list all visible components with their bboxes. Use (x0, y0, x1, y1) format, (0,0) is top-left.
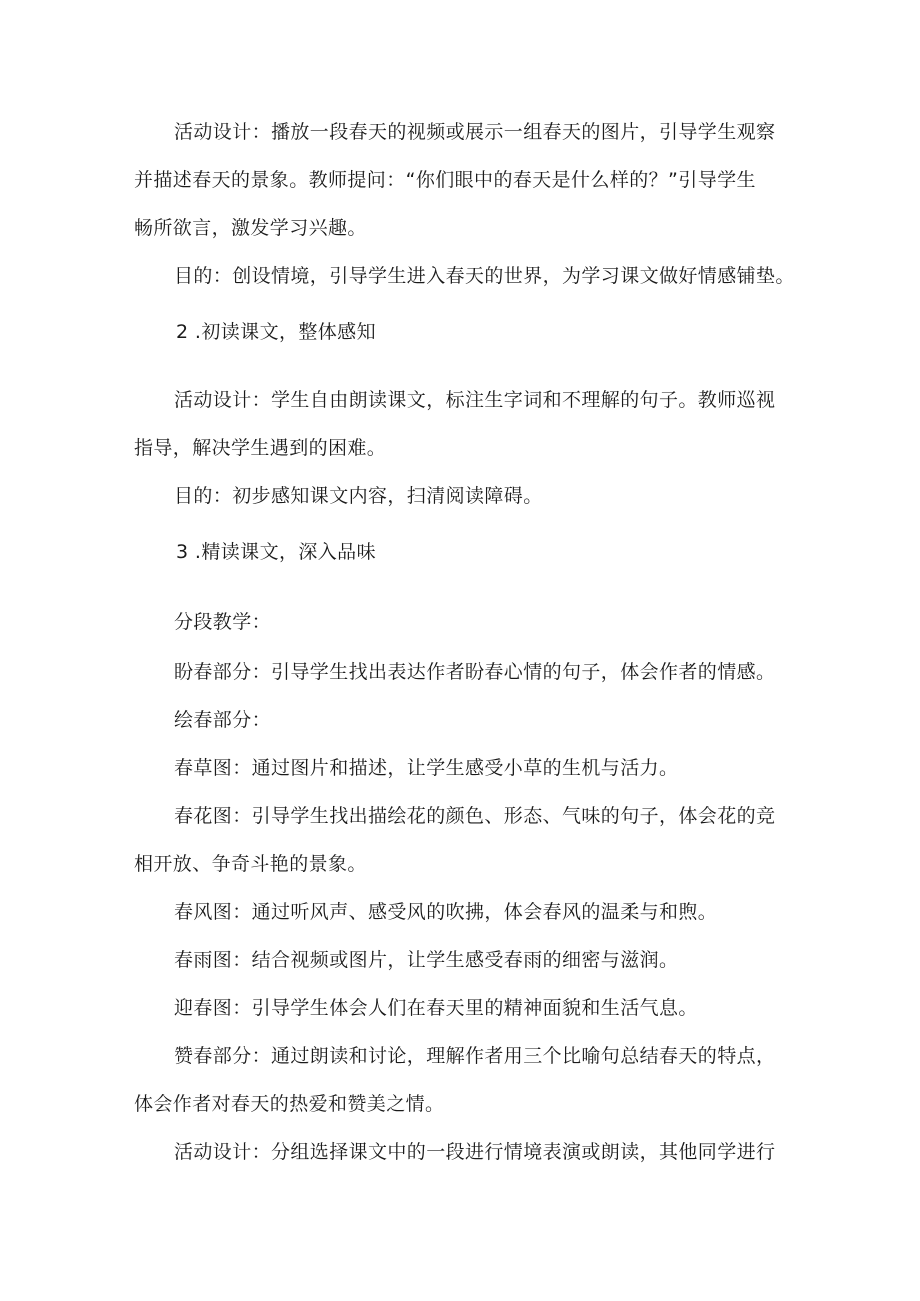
paragraph-activity-design-1-line-2: 并描述春天的景象。教师提问：“你们眼中的春天是什么样的？”引导学生 (134, 169, 756, 191)
paragraph-chun-feng-tu: 春风图：通过听风声、感受风的吹拂，体会春风的温柔与和煦。 (174, 901, 718, 923)
paragraph-pan-chun: 盼春部分：引导学生找出表达作者盼春心情的句子，体会作者的情感。 (174, 661, 776, 683)
paragraph-ying-chun-tu: 迎春图：引导学生体会人们在春天里的精神面貌和生活气息。 (174, 997, 698, 1019)
paragraph-zan-chun-line-1: 赞春部分：通过朗读和讨论，理解作者用三个比喻句总结春天的特点， (174, 1045, 776, 1067)
paragraph-activity-design-2-line-2: 指导，解决学生遇到的困难。 (134, 437, 387, 459)
paragraph-purpose-1: 目的：创设情境，引导学生进入春天的世界，为学习课文做好情感铺垫。 (174, 265, 795, 287)
paragraph-chun-hua-tu-line-2: 相开放、争奇斗艳的景象。 (134, 853, 367, 875)
paragraph-zan-chun-line-2: 体会作者对春天的热爱和赞美之情。 (134, 1093, 445, 1115)
paragraph-chun-hua-tu-line-1: 春花图：引导学生找出描绘花的颜色、形态、气味的句子，体会花的竞 (174, 805, 776, 827)
section-heading-3: 3 .精读课文，深入品味 (176, 541, 376, 563)
paragraph-chun-yu-tu: 春雨图：结合视频或图片，让学生感受春雨的细密与滋润。 (174, 949, 679, 971)
paragraph-segmented-teaching: 分段教学： (174, 611, 272, 633)
paragraph-activity-design-1-line-3: 畅所欲言，激发学习兴趣。 (134, 217, 367, 239)
paragraph-activity-design-2-line-1: 活动设计：学生自由朗读课文，标注生字词和不理解的句子。教师巡视 (174, 389, 776, 411)
paragraph-hui-chun: 绘春部分： (174, 709, 272, 731)
paragraph-chun-cao-tu: 春草图：通过图片和描述，让学生感受小草的生机与活力。 (174, 757, 679, 779)
section-heading-2: 2 .初读课文，整体感知 (176, 321, 376, 343)
paragraph-activity-design-3: 活动设计：分组选择课文中的一段进行情境表演或朗读，其他同学进行 (174, 1141, 776, 1163)
paragraph-purpose-2: 目的：初步感知课文内容，扫清阅读障碍。 (174, 485, 543, 507)
paragraph-activity-design-1-line-1: 活动设计：播放一段春天的视频或展示一组春天的图片，引导学生观察 (174, 121, 776, 143)
